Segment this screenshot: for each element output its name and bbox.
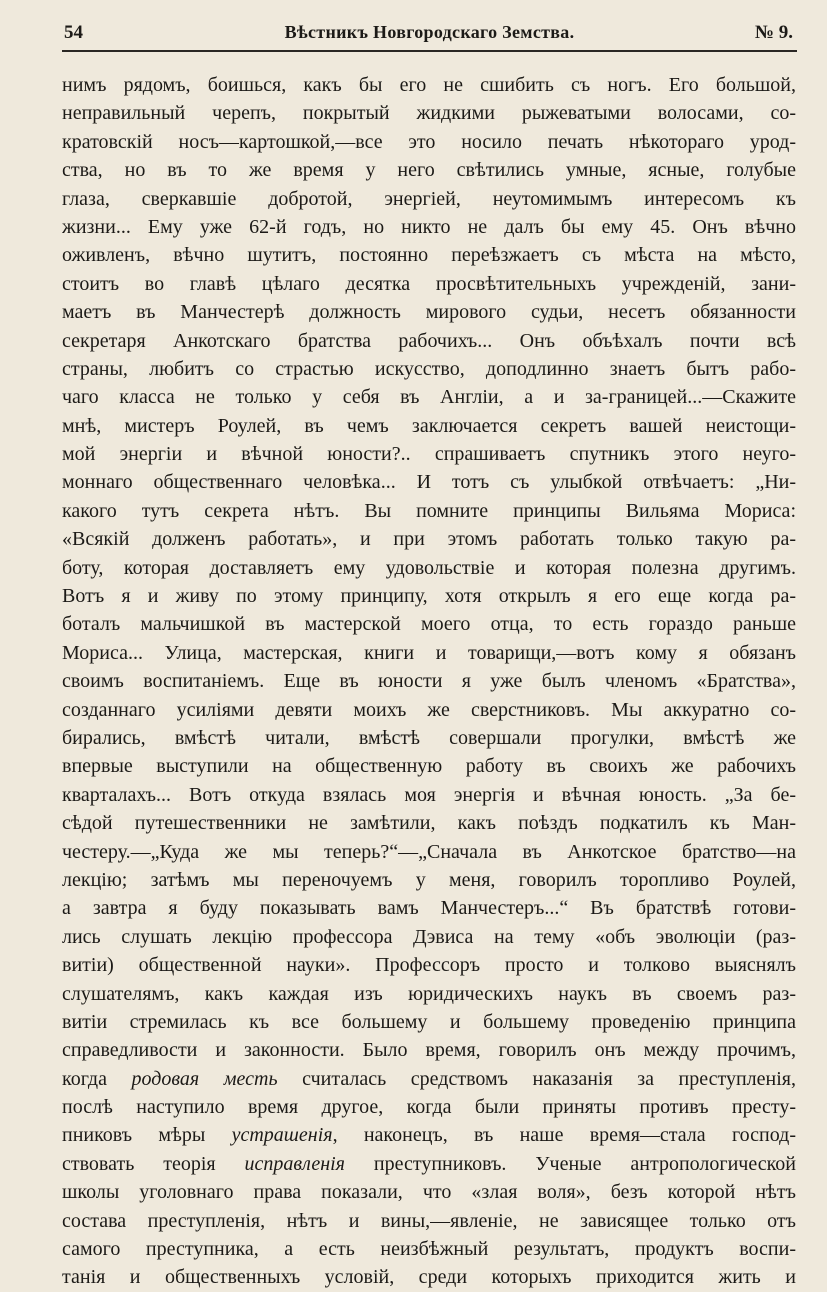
text-line: кратовскій носъ—картошкой,—все это носило печать нѣкотораго урод- xyxy=(62,130,796,153)
text-line: кварталахъ... Вотъ откуда взялась моя энергія и вѣчная юность. „За бе- xyxy=(62,783,796,806)
text-line: витіи стремилась къ все большему и большему проведенію принципа xyxy=(62,1010,796,1033)
text-segment: когда xyxy=(62,1067,132,1090)
text-line: а завтра я буду показывать вамъ Манчестеръ...“ Въ братствѣ готови- xyxy=(62,897,796,920)
text-segment: считалась средствомъ наказанія за преступленія, xyxy=(277,1067,796,1090)
text-line: глаза, сверкавшіе добротой, энергіей, неутомимымъ интересомъ къ xyxy=(62,187,796,210)
text-line: ства, но въ то же время у него свѣтились умные, ясные, голубые xyxy=(62,159,796,182)
text-line: сѣдой путешественники не замѣтили, какъ поѣздъ подкатилъ къ Ман- xyxy=(62,812,796,835)
text-line: Мориса... Улица, мастерская, книги и товарищи,—вотъ кому я обязанъ xyxy=(62,641,796,664)
journal-title: Вѣстникъ Новгородскаго Земства. xyxy=(284,22,575,42)
text-line: школы уголовнаго права показали, что «злая воля», безъ которой нѣтъ xyxy=(62,1181,796,1204)
text-line: моннаго общественнаго человѣка... И тотъ съ улыбкой отвѣчаетъ: „Ни- xyxy=(62,471,796,494)
text-line: лись слушать лекцію профессора Дэвиса на тему «объ эволюціи (раз- xyxy=(62,925,796,948)
italic-term: исправленія xyxy=(244,1152,345,1175)
body-text xyxy=(62,71,796,1292)
text-line: секретаря Анкотскаго братства рабочихъ... Онъ объѣхалъ почти всѣ xyxy=(62,329,796,352)
text-line: танія и общественныхъ условій, среди которыхъ приходится жить и xyxy=(62,1266,796,1289)
text-line: честеру.—„Куда же мы теперь?“—„Сначала въ Анкотское братство—на xyxy=(62,840,796,863)
text-segment: ствовать теорія xyxy=(62,1152,245,1175)
text-line xyxy=(62,1150,796,1178)
text-line: маетъ въ Манчестерѣ должность мирового судьи, несетъ обязанности xyxy=(62,301,796,324)
page-number: 54 xyxy=(64,22,83,43)
running-header xyxy=(62,18,797,52)
text-line: какого тутъ секрета нѣтъ. Вы помните принципы Вильяма Мориса: xyxy=(62,499,796,522)
text-line: страны, любитъ со страстью искусство, доподлинно знаетъ бытъ рабо- xyxy=(62,357,796,380)
text-line: оживленъ, вѣчно шутитъ, постоянно переѣзжаетъ съ мѣста на мѣсто, xyxy=(62,244,796,267)
text-line: Вотъ я и живу по этому принципу, хотя открылъ я его еще когда ра- xyxy=(62,585,796,608)
text-line: своимъ воспитаніемъ. Еще въ юности я уже былъ членомъ «Братства», xyxy=(62,670,796,693)
text-line: впервые выступили на общественную работу въ своихъ же рабочихъ xyxy=(62,755,796,778)
text-line: витіи) общественной науки». Профессоръ просто и толково выяснялъ xyxy=(62,954,796,977)
text-line: неправильный черепъ, покрытый жидкими рыжеватыми волосами, со- xyxy=(62,102,796,125)
text-line xyxy=(62,1065,796,1093)
text-line: бирались, вмѣстѣ читали, вмѣстѣ совершали прогулки, вмѣстѣ же xyxy=(62,726,796,749)
text-line: послѣ наступило время другое, когда были приняты противъ престу- xyxy=(62,1096,796,1119)
italic-term: родовая месть xyxy=(131,1067,278,1090)
text-line: самого преступника, а есть неизбѣжный результатъ, продуктъ воспи- xyxy=(62,1238,796,1261)
text-line: справедливости и законности. Было время, говорилъ онъ между прочимъ, xyxy=(62,1039,796,1062)
text-line: мнѣ, мистеръ Роулей, въ чемъ заключается секретъ вашей неистощи- xyxy=(62,414,796,437)
text-segment: , наконецъ, въ наше время—стала господ- xyxy=(332,1124,796,1147)
text-line xyxy=(62,1121,796,1149)
italic-term: устрашенія xyxy=(231,1124,333,1147)
text-line: мой энергіи и вѣчной юности?.. спрашиваетъ спутникъ этого неуго- xyxy=(62,443,796,466)
text-line: лекцію; затѣмъ мы переночуемъ у меня, говорилъ торопливо Роулей, xyxy=(62,868,796,891)
text-line: боту, которая доставляетъ ему удовольствіе и которая полезна другимъ. xyxy=(62,556,796,579)
text-segment: преступниковъ. Ученые антропологической xyxy=(344,1152,796,1175)
text-line: боталъ мальчишкой въ мастерской моего отца, то есть гораздо раньше xyxy=(62,613,796,636)
text-line: чаго класса не только у себя въ Англіи, а и за-границей...—Скажите xyxy=(62,386,796,409)
issue-number: № 9. xyxy=(754,22,793,43)
text-line: стоитъ во главѣ цѣлаго десятка просвѣтительныхъ учрежденій, зани- xyxy=(62,272,796,295)
text-line: нимъ рядомъ, боишься, какъ бы его не сшибить съ ногъ. Его большой, xyxy=(62,74,796,96)
text-line: состава преступленія, нѣтъ и вины,—явленіе, не зависящее только отъ xyxy=(62,1209,796,1232)
text-line: слушателямъ, какъ каждая изъ юридическихъ наукъ въ своемъ раз- xyxy=(62,982,796,1005)
text-line: жизни... Ему уже 62-й годъ, но никто не далъ бы ему 45. Онъ вѣчно xyxy=(62,215,796,238)
text-line: «Всякій долженъ работать», и при этомъ работать только такую ра- xyxy=(62,528,796,551)
text-segment: пниковъ мѣры xyxy=(62,1124,232,1147)
text-line: созданнаго усиліями девяти моихъ же сверстниковъ. Мы аккуратно со- xyxy=(62,698,796,721)
